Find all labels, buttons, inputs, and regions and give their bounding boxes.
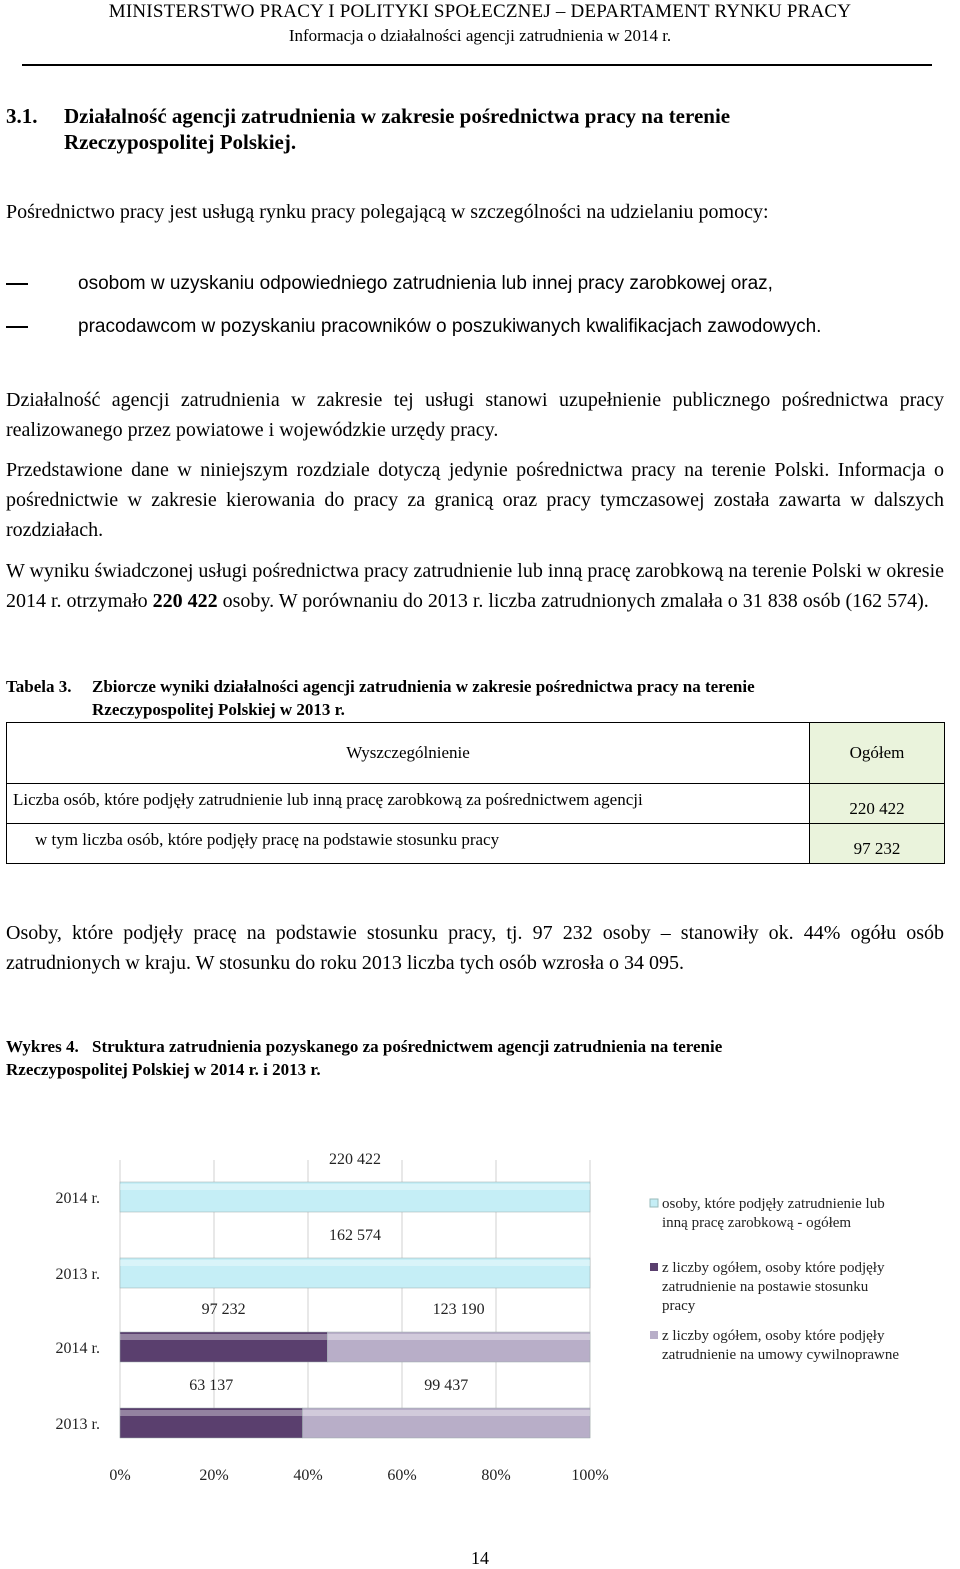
table-cell-value: 220 422 [810, 784, 945, 824]
chart-caption: Wykres 4. Struktura zatrudnienia pozyskanego za pośrednictwem agencji zatrudnienia na terenie Rzeczypospolitej Polskiej w 2014 r. i 2013 r. [6, 1037, 723, 1079]
table-row [7, 824, 945, 864]
data-label: 99 437 [424, 1377, 469, 1394]
total-count: 220 422 [152, 590, 218, 612]
bar-highlight [327, 1334, 590, 1340]
paragraph-3: Przedstawione dane w niniejszym rozdziale dotyczą jedynie pośrednictwa pracy na terenie Polski. Informacja o pośrednictwie w zakresie kierowania do pracy za granicą oraz pracy tymczasowej została zawarta w dalszych rozdziałach. [6, 459, 944, 541]
summary-table [6, 722, 945, 864]
header-subtitle: Informacja o działalności agencji zatrudnienia w 2014 r. [288, 26, 672, 45]
legend-label: osoby, które podjęły zatrudnienie lub [662, 1196, 885, 1212]
x-tick-label: 40% [293, 1467, 323, 1484]
data-label: 123 190 [432, 1301, 485, 1318]
legend-swatch [650, 1199, 658, 1207]
page-header [0, 0, 960, 46]
bullet-item-2: pracodawcom w pozyskaniu pracowników o poszukiwanych kwalifikacjach zawodowych. [6, 313, 944, 341]
data-label: 97 232 [201, 1301, 246, 1318]
x-tick-label: 20% [199, 1467, 229, 1484]
legend-label: zatrudnienie na postawie stosunku [662, 1279, 869, 1295]
category-label: 2014 r. [55, 1190, 100, 1207]
legend-label: z liczby ogółem, osoby które podjęły [662, 1260, 885, 1276]
bar-highlight [120, 1410, 303, 1416]
table-header-cell: Wyszczególnienie [7, 723, 810, 784]
bar-highlight [120, 1184, 590, 1190]
table-caption: Tabela 3. Zbiorcze wyniki działalności agencji zatrudnienia w zakresie pośrednictwa pracy na terenie Rzeczypospolitej Polskiej w 2013 r. [6, 677, 755, 719]
legend-swatch [650, 1263, 658, 1271]
header-ministry: MINISTERSTWO PRACY I POLITYKI SPOŁECZNEJ – DEPARTAMENT RYNKU PRACY [108, 1, 852, 22]
data-label: 162 574 [329, 1227, 381, 1244]
legend-label: pracy [662, 1298, 696, 1314]
legend-label: zatrudnienie na umowy cywilnoprawne [662, 1347, 900, 1363]
page-number: 14 [471, 1548, 489, 1568]
table-header-cell: Ogółem [810, 723, 945, 784]
x-tick-label: 0% [109, 1467, 131, 1484]
section-title-line2: Rzeczypospolitej Polskiej. [64, 130, 297, 154]
bar-highlight [120, 1260, 590, 1266]
structure-chart [0, 1120, 960, 1500]
table-header-row [7, 723, 945, 784]
dash-icon [6, 326, 28, 328]
paragraph-2: Działalność agencji zatrudnienia w zakresie tej usługi stanowi uzupełnienie publicznego pośrednictwa pracy realizowanego przez powiatowe i wojewódzkie urzędy pracy. [6, 389, 944, 441]
dash-icon [6, 283, 28, 285]
data-label: 220 422 [329, 1151, 381, 1168]
section-number: 3.1. [6, 104, 38, 128]
paragraph-5: Osoby, które podjęły pracę na podstawie stosunku pracy, tj. 97 232 osoby – stanowiły ok. 44% ogółu osób zatrudnionych w kraju. W stosunku do roku 2013 liczba tych osób wzrosła o 34 095. [6, 922, 944, 974]
header-rule [22, 64, 932, 66]
table-cell-label: Liczba osób, które podjęły zatrudnienie lub inną pracę zarobkową za pośrednictwem agencji [7, 784, 810, 824]
legend-label: z liczby ogółem, osoby które podjęły [662, 1328, 885, 1344]
category-label: 2014 r. [55, 1340, 100, 1357]
legend-swatch [650, 1331, 658, 1339]
paragraph-4: W wyniku świadczonej usługi pośrednictwa pracy zatrudnienie lub inną pracę zarobkową na terenie Polski w okresie 2014 r. otrzymało 220 422 osoby. W porównaniu do 2013 r. liczba zatrudnionych zmalała o 31 838 osób (162 574). [6, 560, 944, 612]
section-title [6, 103, 944, 155]
table-cell-label: w tym liczba osób, które podjęły pracę na podstawie stosunku pracy [7, 824, 810, 864]
section-title-line1: Działalność agencji zatrudnienia w zakresie pośrednictwa pracy na terenie [64, 104, 731, 128]
x-tick-label: 60% [387, 1467, 417, 1484]
x-tick-label: 100% [571, 1467, 609, 1484]
paragraph-1: Pośrednictwo pracy jest usługą rynku pracy polegającą w szczególności na udzielaniu pomocy: [6, 201, 769, 223]
data-label: 63 137 [189, 1377, 234, 1394]
bullet-item-1: osobom w uzyskaniu odpowiedniego zatrudnienia lub innej pracy zarobkowej oraz, [6, 270, 944, 298]
category-label: 2013 r. [55, 1416, 100, 1433]
x-tick-label: 80% [481, 1467, 511, 1484]
bar-highlight [120, 1334, 327, 1340]
category-label: 2013 r. [55, 1266, 100, 1283]
bar-highlight [303, 1410, 590, 1416]
legend-label: inną pracę zarobkową - ogółem [662, 1215, 852, 1231]
table-cell-value: 97 232 [810, 824, 945, 864]
table-row [7, 784, 945, 824]
